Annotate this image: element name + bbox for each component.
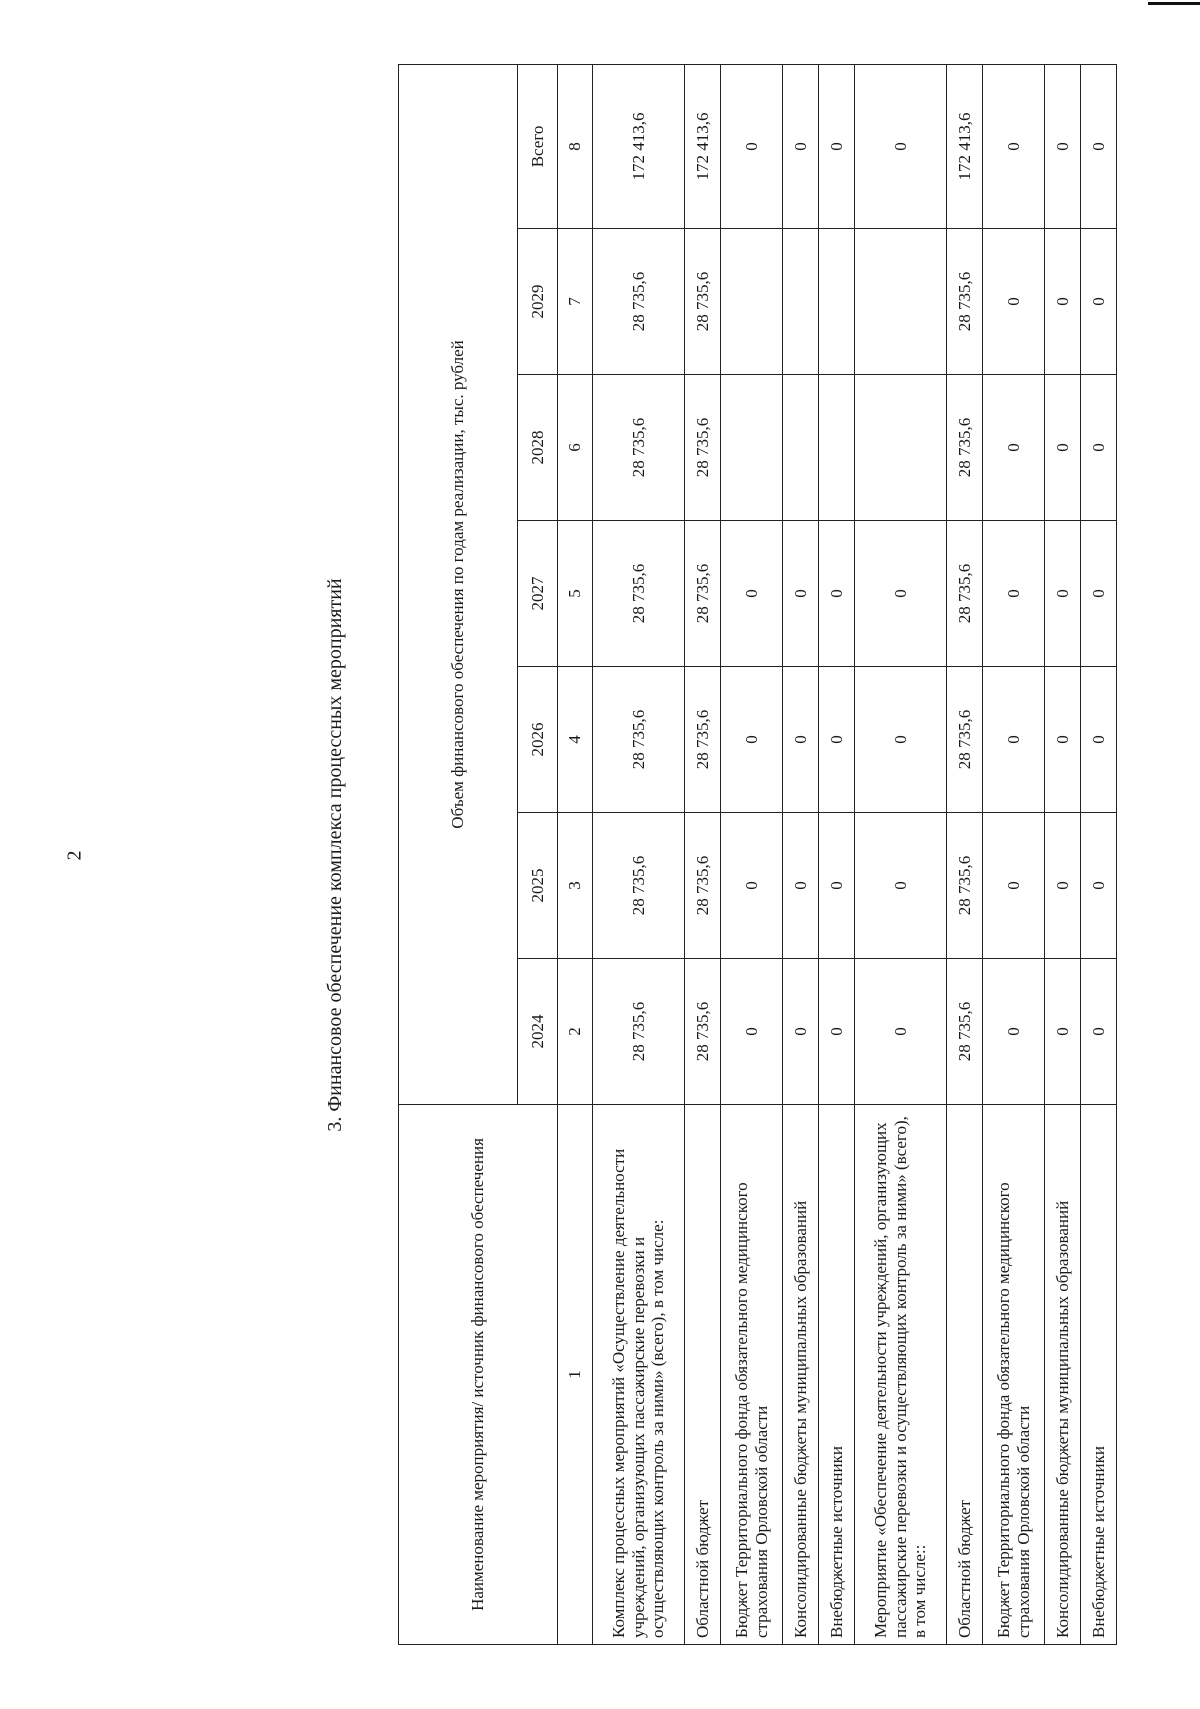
cell-value: 0 xyxy=(1081,667,1117,813)
cell-value: 0 xyxy=(819,64,855,228)
cell-value: 0 xyxy=(1045,375,1081,521)
cell-value: 0 xyxy=(783,64,819,228)
header-year-2: 2026 xyxy=(518,667,558,813)
cell-value: 0 xyxy=(721,521,783,667)
cell-value: 0 xyxy=(819,813,855,959)
column-number-4: 4 xyxy=(558,667,593,813)
cell-value: 0 xyxy=(819,521,855,667)
cell-value: 28 735,6 xyxy=(685,229,721,375)
cell-value: 0 xyxy=(721,64,783,228)
cell-value: 0 xyxy=(783,813,819,959)
cell-value: 0 xyxy=(1081,521,1117,667)
cell-value: 0 xyxy=(1081,229,1117,375)
cell-value: 0 xyxy=(819,959,855,1105)
cell-value: 0 xyxy=(1045,64,1081,228)
column-number-row xyxy=(558,64,593,1644)
cell-value: 28 735,6 xyxy=(593,667,685,813)
row-name: Консолидированные бюджеты муниципальных образований xyxy=(1045,1105,1081,1645)
cell-value: 0 xyxy=(1081,64,1117,228)
cell-value: 0 xyxy=(1081,375,1117,521)
header-year-4: 2028 xyxy=(518,375,558,521)
cell-value: 172 413,6 xyxy=(685,64,721,228)
row-name: Комплекс процессных мероприятий «Осуществление деятельности учреждений, организующих пассажирские перевозки и осуществляющих контроль за ними» (всего), в том числе: xyxy=(593,1105,685,1645)
cell-value: 28 735,6 xyxy=(593,959,685,1105)
row-name: Бюджет Территориального фонда обязательного медицинского страхования Орловской области xyxy=(983,1105,1045,1645)
cell-value: 0 xyxy=(721,959,783,1105)
cell-value: 0 xyxy=(855,813,947,959)
row-name: Бюджет Территориального фонда обязательного медицинского страхования Орловской области xyxy=(721,1105,783,1645)
cell-value: 0 xyxy=(855,667,947,813)
cell-value: 0 xyxy=(855,959,947,1105)
header-funding-group: Объем финансового обеспечения по годам реализации, тыс. рублей xyxy=(399,64,518,1104)
cell-value xyxy=(721,229,783,375)
header-year-3: 2027 xyxy=(518,521,558,667)
cell-value: 0 xyxy=(983,64,1045,228)
cell-value: 0 xyxy=(721,667,783,813)
cell-value xyxy=(855,229,947,375)
table-body xyxy=(558,64,1117,1644)
cell-value: 0 xyxy=(1045,667,1081,813)
table-row xyxy=(819,64,855,1644)
cell-value: 0 xyxy=(1045,959,1081,1105)
cell-value: 0 xyxy=(783,959,819,1105)
header-year-5: 2029 xyxy=(518,229,558,375)
table-row xyxy=(947,64,983,1644)
cell-value: 0 xyxy=(983,229,1045,375)
cell-value: 172 413,6 xyxy=(947,64,983,228)
cell-value: 28 735,6 xyxy=(947,521,983,667)
column-number-7: 7 xyxy=(558,229,593,375)
cell-value: 0 xyxy=(983,959,1045,1105)
cell-value: 0 xyxy=(1045,229,1081,375)
edge-mark xyxy=(1148,2,1200,5)
financing-table xyxy=(398,64,1117,1645)
cell-value: 28 735,6 xyxy=(593,375,685,521)
table-row xyxy=(1045,64,1081,1644)
cell-value: 0 xyxy=(983,667,1045,813)
row-name: Консолидированные бюджеты муниципальных образований xyxy=(783,1105,819,1645)
table-row xyxy=(685,64,721,1644)
column-number-1: 1 xyxy=(558,1105,593,1645)
cell-value xyxy=(783,229,819,375)
header-year-0: 2024 xyxy=(518,959,558,1105)
section-title: 3. Финансовое обеспечение комплекса процессных мероприятий xyxy=(324,578,346,1132)
table-row xyxy=(983,64,1045,1644)
cell-value: 28 735,6 xyxy=(947,375,983,521)
cell-value: 0 xyxy=(983,375,1045,521)
cell-value: 0 xyxy=(783,667,819,813)
cell-value: 28 735,6 xyxy=(685,521,721,667)
table-row xyxy=(783,64,819,1644)
column-number-5: 5 xyxy=(558,521,593,667)
cell-value: 0 xyxy=(1081,813,1117,959)
cell-value: 172 413,6 xyxy=(593,64,685,228)
row-name: Внебюджетные источники xyxy=(819,1105,855,1645)
cell-value xyxy=(819,375,855,521)
page-number: 2 xyxy=(63,850,86,861)
cell-value: 28 735,6 xyxy=(685,813,721,959)
cell-value: 28 735,6 xyxy=(947,959,983,1105)
table-row xyxy=(1081,64,1117,1644)
cell-value: 0 xyxy=(1081,959,1117,1105)
column-number-6: 6 xyxy=(558,375,593,521)
cell-value: 0 xyxy=(855,521,947,667)
row-name: Областной бюджет xyxy=(685,1105,721,1645)
row-name: Областной бюджет xyxy=(947,1105,983,1645)
cell-value: 0 xyxy=(819,667,855,813)
table-row xyxy=(721,64,783,1644)
cell-value: 28 735,6 xyxy=(685,959,721,1105)
header-name-cell: Наименование мероприятия/ источник финансового обеспечения xyxy=(399,1105,558,1645)
header-year-1: 2025 xyxy=(518,813,558,959)
column-number-2: 2 xyxy=(558,959,593,1105)
cell-value: 0 xyxy=(1045,521,1081,667)
cell-value: 0 xyxy=(983,813,1045,959)
cell-value: 28 735,6 xyxy=(593,813,685,959)
cell-value: 28 735,6 xyxy=(593,229,685,375)
row-name: Мероприятие «Обеспечение деятельности учреждений, организующих пассажирские перевозки и осуществляющих контроль за ними» (всего), в том числе:: xyxy=(855,1105,947,1645)
column-number-3: 3 xyxy=(558,813,593,959)
cell-value: 0 xyxy=(783,521,819,667)
cell-value: 28 735,6 xyxy=(947,813,983,959)
cell-value: 0 xyxy=(855,64,947,228)
cell-value: 28 735,6 xyxy=(685,667,721,813)
rotated-page-content xyxy=(250,35,1108,1675)
cell-value: 0 xyxy=(721,813,783,959)
header-year-6: Всего xyxy=(518,64,558,228)
table-row xyxy=(593,64,685,1644)
cell-value: 28 735,6 xyxy=(947,667,983,813)
column-number-8: 8 xyxy=(558,64,593,228)
cell-value xyxy=(855,375,947,521)
cell-value: 28 735,6 xyxy=(947,229,983,375)
cell-value: 28 735,6 xyxy=(685,375,721,521)
row-name: Внебюджетные источники xyxy=(1081,1105,1117,1645)
cell-value xyxy=(783,375,819,521)
cell-value xyxy=(721,375,783,521)
cell-value: 28 735,6 xyxy=(593,521,685,667)
cell-value xyxy=(819,229,855,375)
cell-value: 0 xyxy=(1045,813,1081,959)
cell-value: 0 xyxy=(983,521,1045,667)
table-row xyxy=(855,64,947,1644)
